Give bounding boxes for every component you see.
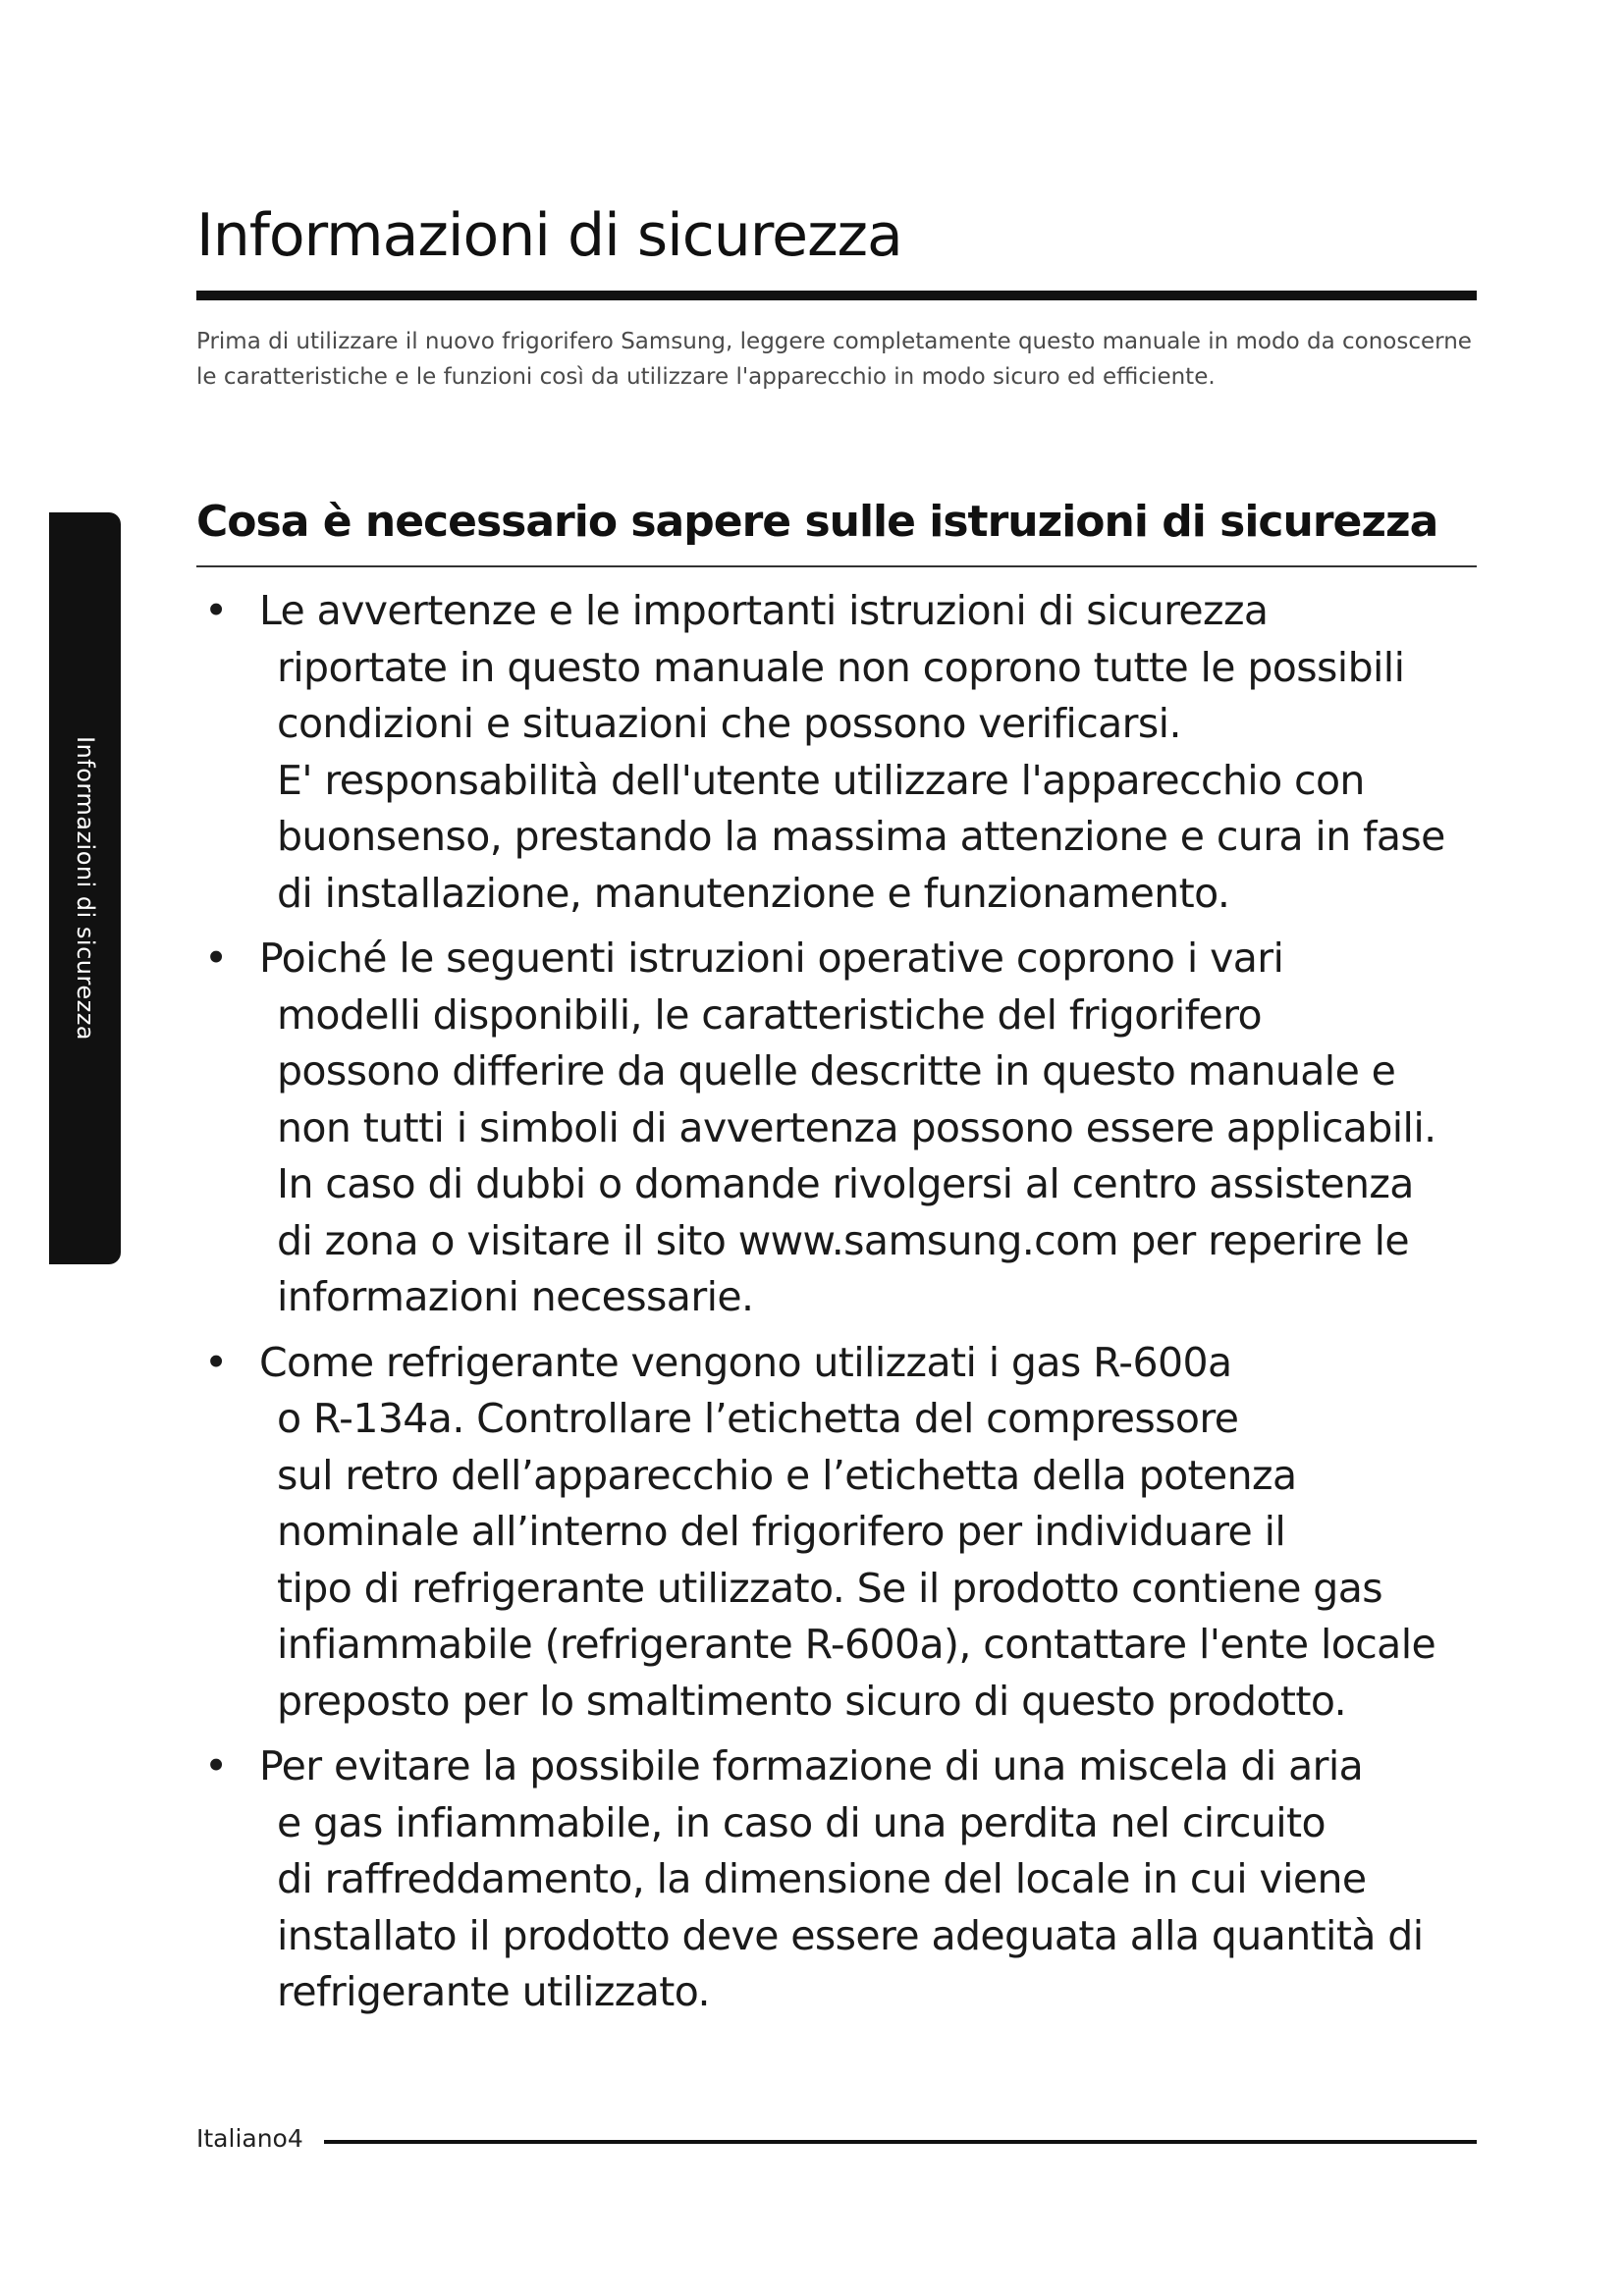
section-heading: Cosa è necessario sapere sulle istruzioni di sicurezza [196,497,1438,547]
page-title: Informazioni di sicurezza [196,201,902,270]
bullet-line: tipo di refrigerante utilizzato. Se il prodotto contiene gas [277,1564,1382,1612]
bullet-line: sul retro dell’apparecchio e l’etichetta della potenza [277,1451,1297,1499]
bullet-line: riportate in questo manuale non coprono tutte le possibili [277,643,1405,691]
footer-divider [324,2140,1477,2144]
bullet-line: condizioni e situazioni che possono verificarsi. [277,700,1181,747]
bullet-line: Le avvertenze e le importanti istruzioni di sicurezza [259,587,1269,634]
safety-bullet-list [196,583,1492,2030]
bullet-line: nominale all’interno del frigorifero per individuare il [277,1508,1286,1555]
bullet-line: In caso di dubbi o domande rivolgersi al centro assistenza [277,1160,1414,1207]
bullet-icon: • [204,1742,228,1789]
title-divider [196,291,1477,300]
bullet-line: infiammabile (refrigerante R-600a), contattare l'ente locale [277,1621,1436,1668]
bullet-item [196,583,1492,922]
bullet-line: o R-134a. Controllare l’etichetta del compressore [277,1395,1239,1442]
bullet-line: modelli disponibili, le caratteristiche del frigorifero [277,990,1262,1039]
bullet-line: E' responsabilità dell'utente utilizzare l'apparecchio con [277,756,1365,804]
bullet-line: Per evitare la possibile formazione di una miscela di aria [259,1742,1364,1789]
bullet-line: non tutti i simboli di avvertenza possono essere applicabili. [277,1103,1436,1151]
bullet-line: preposto per lo smaltimento sicuro di questo prodotto. [277,1677,1347,1725]
bullet-line: di installazione, manutenzione e funzionamento. [277,869,1230,917]
bullet-line: e gas infiammabile, in caso di una perdita nel circuito [277,1798,1326,1846]
bullet-line: refrigerante utilizzato. [277,1968,710,2015]
side-section-tab [49,512,121,1264]
bullet-icon: • [204,934,228,982]
bullet-line: Come refrigerante vengono utilizzati i gas R-600a [259,1338,1232,1386]
bullet-line: di raffreddamento, la dimensione del locale in cui viene [277,1855,1367,1902]
bullet-icon: • [204,1338,228,1386]
bullet-line: di zona o visitare il sito www.samsung.com per reperire le [277,1216,1410,1264]
bullet-item [196,931,1492,1326]
bullet-line: installato il prodotto deve essere adeguata alla quantità di [277,1911,1424,1959]
bullet-line: possono differire da quelle descritte in questo manuale e [277,1047,1396,1095]
bullet-icon: • [204,587,228,634]
bullet-line: Poiché le seguenti istruzioni operative coprono i vari [259,934,1284,982]
bullet-item [196,1738,1492,2021]
page-number-label: Italiano4 [196,2124,303,2153]
side-tab-label: Informazioni di sicurezza [71,735,99,1041]
section-divider [196,565,1477,567]
bullet-item [196,1335,1492,1731]
bullet-line: informazioni necessarie. [277,1273,754,1320]
bullet-line: buonsenso, prestando la massima attenzione e cura in fase [277,813,1445,860]
intro-paragraph: Prima di utilizzare il nuovo frigorifero Samsung, leggere completamente questo manuale in modo da conoscerne le caratteristiche e le funzioni così da utilizzare l'apparecchio in modo sicuro ed efficiente. [196,329,1472,390]
